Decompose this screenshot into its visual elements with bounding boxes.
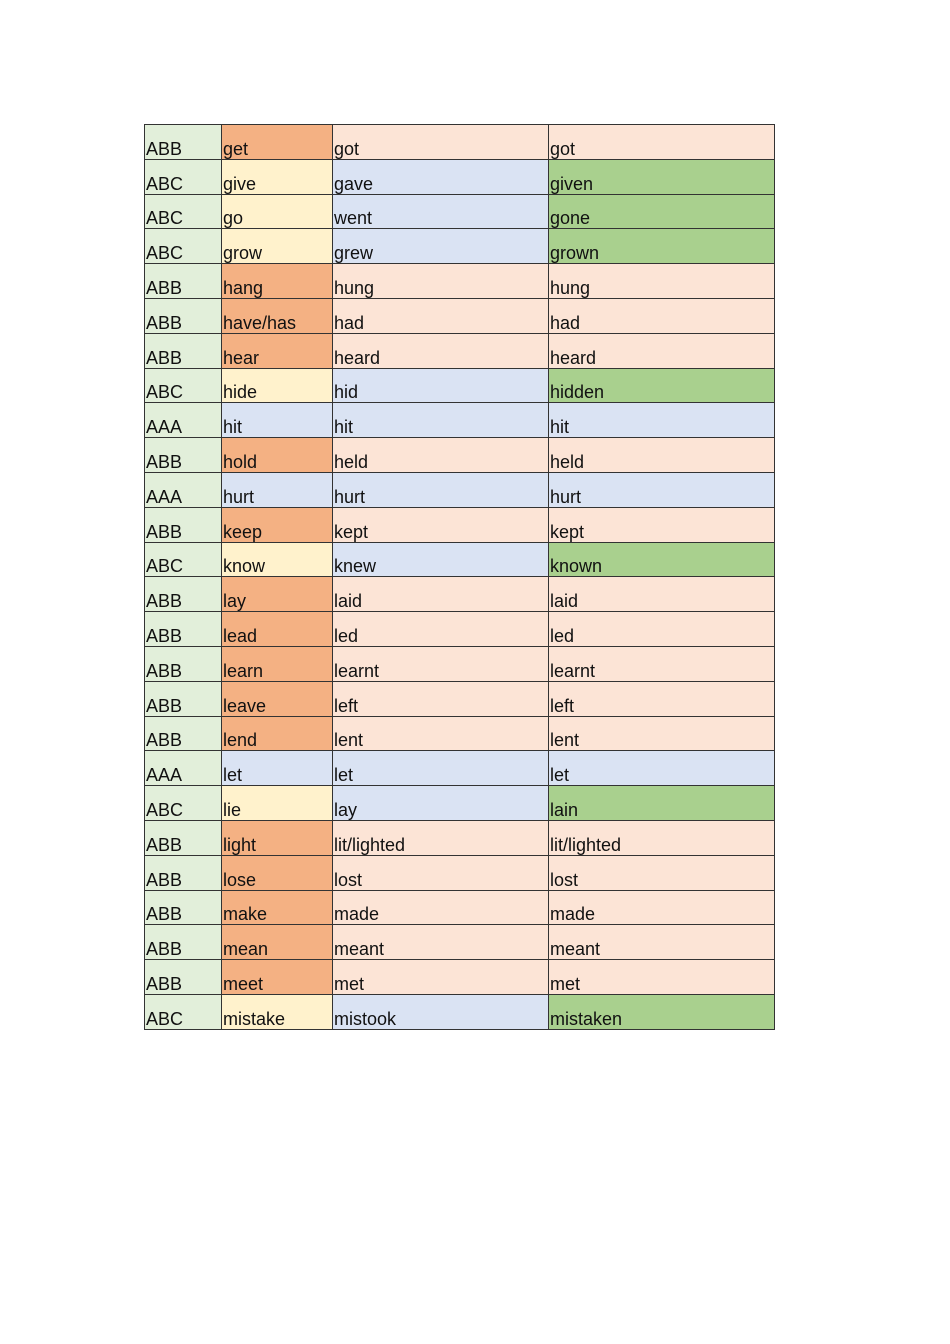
table-row	[145, 194, 775, 229]
table-row	[145, 333, 775, 368]
table-row	[145, 820, 775, 855]
past-participle-cell: meant	[549, 925, 775, 960]
past-participle-cell: heard	[549, 333, 775, 368]
past-tense-cell: hurt	[333, 472, 549, 507]
past-tense-cell: got	[333, 125, 549, 160]
table-row	[145, 681, 775, 716]
past-participle-cell: gone	[549, 194, 775, 229]
past-participle-cell: given	[549, 159, 775, 194]
pattern-cell: ABC	[145, 994, 222, 1029]
base-form-cell: light	[222, 820, 333, 855]
base-form-cell: know	[222, 542, 333, 577]
past-participle-cell: made	[549, 890, 775, 925]
past-participle-cell: met	[549, 960, 775, 995]
table-row	[145, 125, 775, 160]
table-row	[145, 612, 775, 647]
past-tense-cell: lay	[333, 786, 549, 821]
past-participle-cell: known	[549, 542, 775, 577]
past-tense-cell: mistook	[333, 994, 549, 1029]
pattern-cell: ABB	[145, 507, 222, 542]
pattern-cell: ABC	[145, 368, 222, 403]
base-form-cell: hurt	[222, 472, 333, 507]
past-tense-cell: held	[333, 438, 549, 473]
past-participle-cell: kept	[549, 507, 775, 542]
base-form-cell: hide	[222, 368, 333, 403]
base-form-cell: let	[222, 751, 333, 786]
table-row	[145, 368, 775, 403]
pattern-cell: AAA	[145, 403, 222, 438]
past-tense-cell: knew	[333, 542, 549, 577]
table-row	[145, 577, 775, 612]
table-row	[145, 264, 775, 299]
past-participle-cell: hung	[549, 264, 775, 299]
table-row	[145, 229, 775, 264]
irregular-verb-table	[144, 124, 775, 1030]
verb-table-body	[145, 125, 775, 1030]
table-row	[145, 472, 775, 507]
past-participle-cell: grown	[549, 229, 775, 264]
pattern-cell: ABB	[145, 681, 222, 716]
pattern-cell: ABB	[145, 298, 222, 333]
pattern-cell: ABB	[145, 612, 222, 647]
past-tense-cell: hit	[333, 403, 549, 438]
past-participle-cell: lost	[549, 855, 775, 890]
pattern-cell: ABC	[145, 786, 222, 821]
table-row	[145, 646, 775, 681]
pattern-cell: ABB	[145, 125, 222, 160]
base-form-cell: grow	[222, 229, 333, 264]
past-participle-cell: hurt	[549, 472, 775, 507]
pattern-cell: ABB	[145, 716, 222, 751]
pattern-cell: ABB	[145, 438, 222, 473]
table-row	[145, 716, 775, 751]
base-form-cell: lie	[222, 786, 333, 821]
table-row	[145, 403, 775, 438]
past-tense-cell: let	[333, 751, 549, 786]
past-tense-cell: went	[333, 194, 549, 229]
table-row	[145, 925, 775, 960]
past-participle-cell: led	[549, 612, 775, 647]
base-form-cell: go	[222, 194, 333, 229]
pattern-cell: ABB	[145, 960, 222, 995]
past-tense-cell: learnt	[333, 646, 549, 681]
table-row	[145, 507, 775, 542]
base-form-cell: get	[222, 125, 333, 160]
past-participle-cell: hit	[549, 403, 775, 438]
pattern-cell: AAA	[145, 751, 222, 786]
table-row	[145, 159, 775, 194]
table-row	[145, 855, 775, 890]
past-tense-cell: grew	[333, 229, 549, 264]
past-participle-cell: had	[549, 298, 775, 333]
base-form-cell: keep	[222, 507, 333, 542]
base-form-cell: meet	[222, 960, 333, 995]
table-row	[145, 994, 775, 1029]
past-tense-cell: kept	[333, 507, 549, 542]
past-tense-cell: lost	[333, 855, 549, 890]
pattern-cell: ABB	[145, 333, 222, 368]
base-form-cell: hang	[222, 264, 333, 299]
past-tense-cell: had	[333, 298, 549, 333]
table-row	[145, 298, 775, 333]
past-tense-cell: lent	[333, 716, 549, 751]
past-tense-cell: gave	[333, 159, 549, 194]
past-tense-cell: made	[333, 890, 549, 925]
past-participle-cell: laid	[549, 577, 775, 612]
base-form-cell: leave	[222, 681, 333, 716]
base-form-cell: hold	[222, 438, 333, 473]
pattern-cell: ABB	[145, 820, 222, 855]
pattern-cell: ABB	[145, 264, 222, 299]
past-participle-cell: hidden	[549, 368, 775, 403]
pattern-cell: ABB	[145, 577, 222, 612]
pattern-cell: AAA	[145, 472, 222, 507]
base-form-cell: make	[222, 890, 333, 925]
base-form-cell: learn	[222, 646, 333, 681]
past-tense-cell: laid	[333, 577, 549, 612]
past-participle-cell: mistaken	[549, 994, 775, 1029]
past-participle-cell: let	[549, 751, 775, 786]
base-form-cell: lay	[222, 577, 333, 612]
table-row	[145, 786, 775, 821]
pattern-cell: ABC	[145, 194, 222, 229]
past-tense-cell: hid	[333, 368, 549, 403]
past-participle-cell: lain	[549, 786, 775, 821]
past-participle-cell: lit/lighted	[549, 820, 775, 855]
table-row	[145, 542, 775, 577]
base-form-cell: lose	[222, 855, 333, 890]
table-row	[145, 751, 775, 786]
past-tense-cell: heard	[333, 333, 549, 368]
base-form-cell: mistake	[222, 994, 333, 1029]
past-tense-cell: led	[333, 612, 549, 647]
base-form-cell: hit	[222, 403, 333, 438]
past-tense-cell: met	[333, 960, 549, 995]
pattern-cell: ABB	[145, 890, 222, 925]
pattern-cell: ABB	[145, 855, 222, 890]
past-participle-cell: left	[549, 681, 775, 716]
past-tense-cell: lit/lighted	[333, 820, 549, 855]
base-form-cell: have/has	[222, 298, 333, 333]
base-form-cell: give	[222, 159, 333, 194]
past-tense-cell: hung	[333, 264, 549, 299]
pattern-cell: ABC	[145, 159, 222, 194]
table-row	[145, 890, 775, 925]
base-form-cell: hear	[222, 333, 333, 368]
past-participle-cell: got	[549, 125, 775, 160]
pattern-cell: ABC	[145, 229, 222, 264]
past-participle-cell: lent	[549, 716, 775, 751]
table-row	[145, 438, 775, 473]
pattern-cell: ABB	[145, 925, 222, 960]
pattern-cell: ABC	[145, 542, 222, 577]
base-form-cell: lend	[222, 716, 333, 751]
past-participle-cell: learnt	[549, 646, 775, 681]
past-tense-cell: meant	[333, 925, 549, 960]
past-tense-cell: left	[333, 681, 549, 716]
table-row	[145, 960, 775, 995]
pattern-cell: ABB	[145, 646, 222, 681]
past-participle-cell: held	[549, 438, 775, 473]
base-form-cell: mean	[222, 925, 333, 960]
base-form-cell: lead	[222, 612, 333, 647]
